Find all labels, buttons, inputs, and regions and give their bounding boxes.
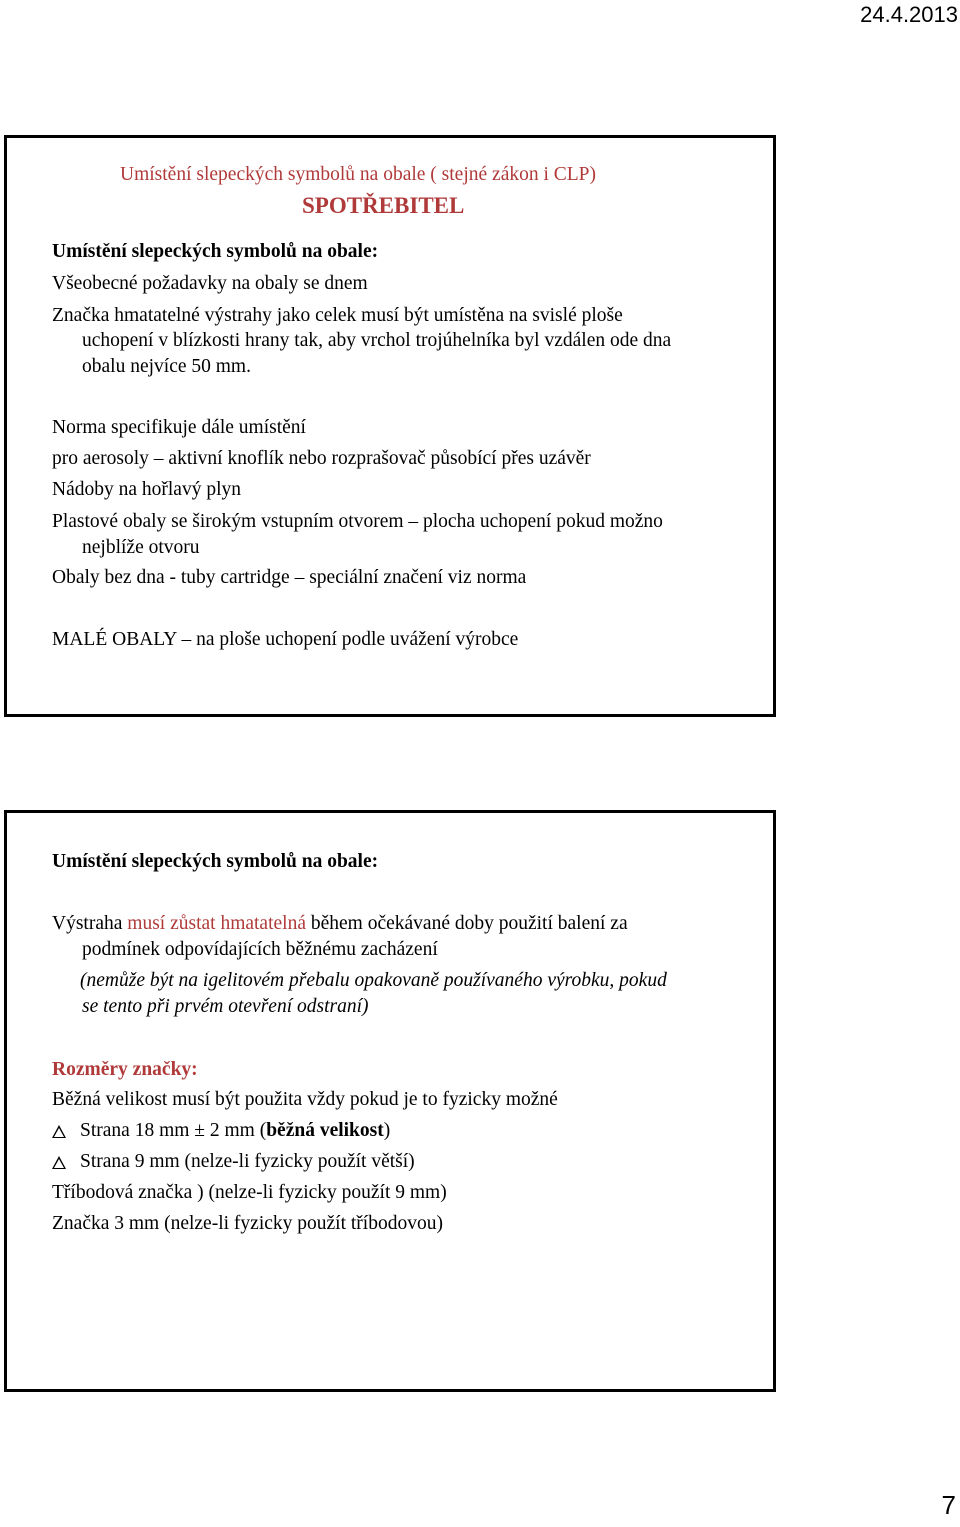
slide-2-note-line1: (nemůže být na igelitovém přebalu opakovaně používaného výrobku, pokud — [80, 970, 667, 991]
dimensions-item2 — [52, 1150, 415, 1174]
slide-1-title: SPOTŘEBITEL — [302, 193, 465, 218]
triangle-outline-icon — [52, 1156, 66, 1169]
warning-text-highlight: musí zůstat hmatatelná — [127, 913, 306, 934]
dimensions-item1-bold: běžná velikost — [266, 1120, 384, 1141]
slide-1-line6a: Plastové obaly se širokým vstupním otvorem – plocha uchopení pokud možno — [52, 511, 663, 532]
slide-1-heading: Umístění slepeckých symbolů na obale: — [52, 241, 379, 262]
slide-1-line2b: uchopení v blízkosti hrany tak, aby vrchol trojúhelníka byl vzdálen ode dna — [82, 330, 672, 351]
slide-1-subtitle: Umístění slepeckých symbolů na obale ( stejné zákon i CLP) — [120, 164, 597, 185]
slide-1-line2a: Značka hmatatelné výstrahy jako celek musí být umístěna na svislé ploše — [52, 305, 623, 326]
header-date: 24.4.2013 — [860, 2, 958, 27]
dimensions-item1 — [52, 1119, 390, 1143]
slide-2-paragraph-1-line2: podmínek odpovídajících běžnému zacházení — [82, 939, 438, 960]
slide-1-line7: Obaly bez dna - tuby cartridge – speciální značení viz norma — [52, 567, 527, 588]
slide-2-heading: Umístění slepeckých symbolů na obale: — [52, 851, 379, 872]
slide-1-line6b: nejblíže otvoru — [82, 537, 200, 558]
slide-2-paragraph-1 — [52, 912, 628, 936]
warning-text-post: během očekávané doby použití balení za — [305, 913, 628, 934]
slide-1-line3: Norma specifikuje dále umístění — [52, 417, 306, 438]
warning-text-pre: Výstraha — [52, 913, 128, 934]
slide-1 — [4, 135, 776, 717]
page-number: 7 — [941, 1490, 956, 1520]
dimensions-line1: Běžná velikost musí být použita vždy pokud je to fyzicky možné — [52, 1089, 558, 1110]
dimensions-line5: Značka 3 mm (nelze-li fyzicky použít tříbodovou) — [52, 1213, 443, 1234]
dimensions-heading: Rozměry značky: — [52, 1059, 198, 1080]
dimensions-line4: Tříbodová značka ) (nelze-li fyzicky použít 9 mm) — [52, 1182, 447, 1203]
slide-1-line4: pro aerosoly – aktivní knoflík nebo rozprašovač působící přes uzávěr — [52, 448, 591, 469]
dimensions-item1-pre: Strana 18 mm ± 2 mm ( — [80, 1120, 267, 1141]
triangle-outline-icon — [52, 1125, 66, 1138]
slide-2 — [4, 810, 776, 1392]
slide-1-line2c: obalu nejvíce 50 mm. — [82, 356, 251, 377]
dimensions-item2-text: Strana 9 mm (nelze-li fyzicky použít větší) — [80, 1151, 415, 1172]
slide-1-line5: Nádoby na hořlavý plyn — [52, 479, 242, 500]
slide-1-line8: MALÉ OBALY – na ploše uchopení podle uvážení výrobce — [52, 629, 519, 650]
dimensions-item1-post: ) — [383, 1120, 391, 1141]
slide-2-note-line2: se tento při prvém otevření odstraní) — [82, 996, 369, 1017]
slide-1-line1: Všeobecné požadavky na obaly se dnem — [52, 273, 368, 294]
